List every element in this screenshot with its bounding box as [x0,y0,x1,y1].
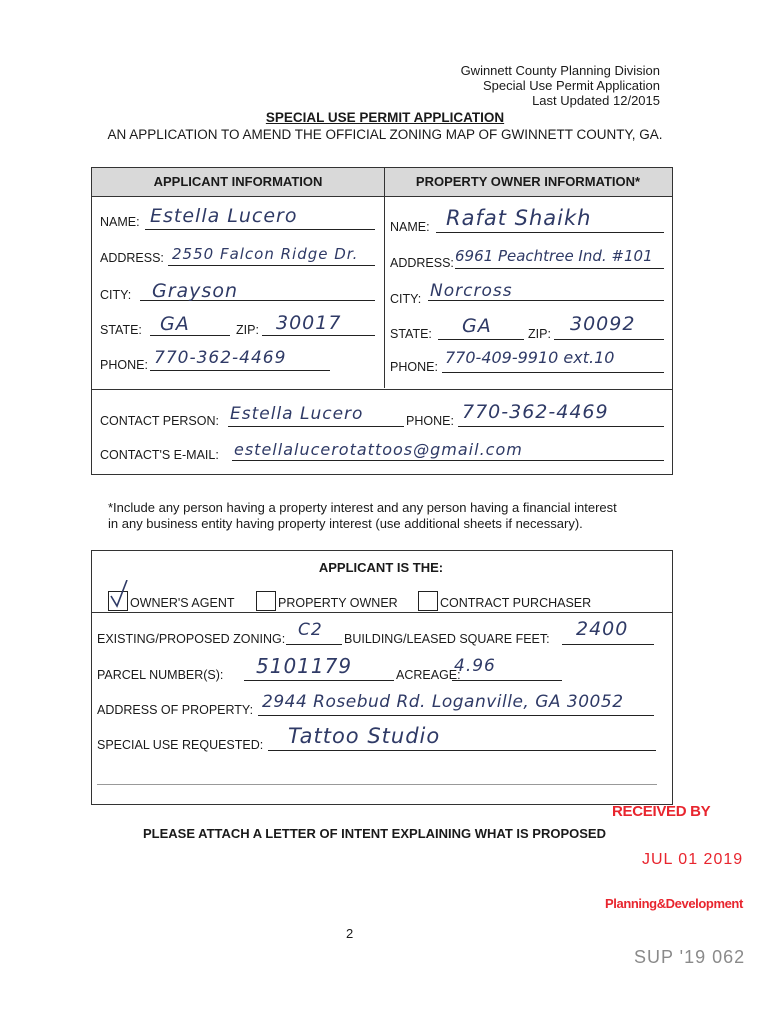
owner-zip-label: ZIP: [528,327,551,341]
contact-email-line [232,460,664,461]
applicant-state-line [150,335,230,336]
header-updated: Last Updated 12/2015 [532,93,660,108]
option-owners-agent[interactable] [108,591,234,611]
contact-phone-label: PHONE: [406,414,454,428]
page-number: 2 [346,926,354,941]
applicant-zip-line [262,335,375,336]
contact-phone-line [458,426,664,427]
owner-state-label: STATE: [390,327,432,341]
column-divider [384,168,385,388]
planning-development-stamp: Planning&Development [605,896,743,911]
header-form-name: Special Use Permit Application [482,78,660,93]
applicant-name-line [145,229,375,230]
owner-phone-line [442,372,664,373]
applicant-type-divider [92,612,672,613]
owner-phone-value[interactable]: 770-409-9910 ext.10 [445,348,615,367]
applicant-zip-value[interactable]: 30017 [276,312,342,334]
acreage-line [452,680,562,681]
page-title: SPECIAL USE PERMIT APPLICATION [265,110,505,125]
owner-state-line [438,339,524,340]
zoning-line [286,644,342,645]
applicant-city-label: CITY: [100,288,132,302]
property-address-value[interactable]: 2944 Rosebud Rd. Loganville, GA 30052 [262,692,624,712]
zoning-label: EXISTING/PROPOSED ZONING: [97,632,286,646]
contact-email-label: CONTACT'S E-MAIL: [100,448,219,462]
sqft-label: BUILDING/LEASED SQUARE FEET: [344,632,550,646]
applicant-type-heading: APPLICANT IS THE: [318,560,444,575]
special-use-label: SPECIAL USE REQUESTED: [97,738,264,752]
owner-address-line [455,268,664,269]
parcel-value[interactable]: 5101179 [256,654,353,678]
applicant-address-label: ADDRESS: [100,251,164,265]
sqft-line [562,644,654,645]
case-number: SUP '19 062 [634,947,746,967]
letter-of-intent-note: PLEASE ATTACH A LETTER OF INTENT EXPLAINING WHAT IS PROPOSED [143,826,606,841]
contact-person-label: CONTACT PERSON: [100,414,219,428]
property-owner-checkbox[interactable] [256,591,276,611]
header-block [461,63,660,108]
special-use-value[interactable]: Tattoo Studio [288,724,441,748]
contract-purchaser-label: CONTRACT PURCHASER [440,596,592,610]
applicant-name-value[interactable]: Estella Lucero [150,205,298,227]
option-property-owner[interactable] [256,591,398,611]
zoning-value[interactable]: C2 [298,620,323,640]
owners-agent-checkbox[interactable] [108,591,128,611]
contract-purchaser-checkbox[interactable] [418,591,438,611]
acreage-label: ACREAGE: [396,668,461,682]
owner-state-value[interactable]: GA [462,315,492,337]
contact-phone-value[interactable]: 770-362-4469 [462,401,609,423]
applicant-city-value[interactable]: Grayson [152,280,238,302]
owner-name-value[interactable]: Rafat Shaikh [446,206,592,230]
contact-person-line [228,426,404,427]
footnote-line-1: *Include any person having a property interest and any person having a financial interest [108,500,617,515]
owners-agent-label: OWNER'S AGENT [130,596,235,610]
parcel-line [244,680,394,681]
blank-line [97,784,657,785]
contact-email-value[interactable]: estellalucerotattoos@gmail.com [234,440,523,459]
applicant-state-label: STATE: [100,323,142,337]
applicant-phone-label: PHONE: [100,358,148,372]
option-contract-purchaser[interactable] [418,591,591,611]
applicant-info-heading: APPLICANT INFORMATION [153,174,323,189]
row-divider [92,389,672,390]
sqft-value[interactable]: 2400 [576,618,629,640]
owner-city-label: CITY: [390,292,422,306]
received-date: JUL 01 2019 [642,851,744,868]
applicant-address-value[interactable]: 2550 Falcon Ridge Dr. [172,245,359,263]
parcel-label: PARCEL NUMBER(S): [97,668,224,682]
owner-zip-line [554,339,664,340]
applicant-state-value[interactable]: GA [160,313,190,335]
applicant-phone-value[interactable]: 770-362-4469 [154,348,287,368]
owner-address-value[interactable]: 6961 Peachtree Ind. #101 [455,247,653,265]
acreage-value[interactable]: 4.96 [454,656,496,676]
header-division: Gwinnett County Planning Division [460,63,660,78]
applicant-zip-label: ZIP: [236,323,259,337]
property-owner-label: PROPERTY OWNER [278,596,398,610]
page-subtitle: AN APPLICATION TO AMEND THE OFFICIAL ZONING MAP OF GWINNETT COUNTY, GA. [107,127,663,142]
contact-person-value[interactable]: Estella Lucero [230,404,364,424]
property-address-label: ADDRESS OF PROPERTY: [97,703,254,717]
applicant-phone-line [150,370,330,371]
property-address-line [258,715,654,716]
owner-name-label: NAME: [390,220,430,234]
check-mark-icon [109,580,131,608]
owner-footnote [108,500,617,532]
owner-name-line [436,232,664,233]
special-use-line [268,750,656,751]
applicant-name-label: NAME: [100,215,140,229]
owner-zip-value[interactable]: 30092 [570,313,636,335]
applicant-address-line [168,265,375,266]
received-stamp: RECEIVED BY [612,803,711,820]
owner-city-value[interactable]: Norcross [430,281,513,301]
footnote-line-2: in any business entity having property interest (use additional sheets if necessary). [108,516,583,531]
owner-phone-label: PHONE: [390,360,438,374]
owner-address-label: ADDRESS: [390,256,454,270]
owner-info-heading: PROPERTY OWNER INFORMATION* [415,174,641,189]
